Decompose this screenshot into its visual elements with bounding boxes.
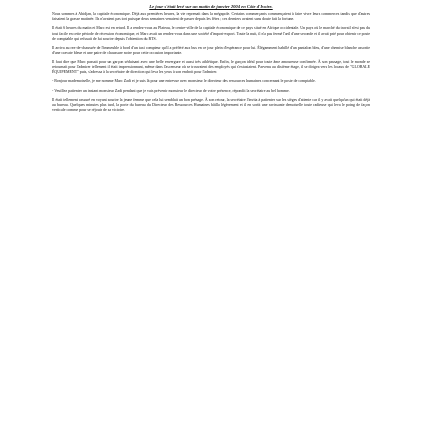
paragraph: Il arriva au rez-de-chaussée de l'immeuble à bord d'un taxi compteur qu'il a préféré aux bus en ce jour plein d'espérance pour lui. Élégamment habillé d'un pantalon bleu, d'une chemise blanche assortie d'une cravate bleue et une paire de chaussure noire pour cette occasion importante.	[52, 44, 370, 55]
paragraph: Il était tellement rassuré en voyant sourire la jeune femme que cela lui semblait un bon présage. À son retour, la secrétaire l'invita à patienter sur les sièges d'attente car il y avait quelqu'un qui était déjà au bureau. Quelques minutes plus tard, la porte du bureau du Directeur des Ressources Humaines bâilla légèrement et il en sortit une ravissante demoiselle toute radieuse qui leva le poing de façon verticale comme pour se réjouir de sa victoire.	[52, 96, 370, 112]
dialogue-line: - Bonjour mademoiselle, je me nomme Marc Zadi et je suis là pour une entrevue avec monsieur le directeur des ressources humaines concernant le poste de comptable.	[52, 78, 316, 84]
paragraph: Il faut dire que Marc passait pour un garçon séduisant avec une belle envergure et aussi très athlétique. Enfin, le garçon idéal pour toute âme amoureuse confirmée. À son passage, tout le monde se retournait pour l'admirer tellement il était impressionnant, même dans l'ascenseur où se trouvaient des employés qui s'extasiaient. Parvenu au dixième étage, il se dirigea vers les locaux de "GLOBALE ÉQUIPEMENT" puis, s'adressa à la secrétaire de direction qui leva les yeux à son endroit pour l'admirer.	[52, 59, 370, 75]
paragraph: Il était 6 heures du matin et Marc est en retard. Il a rendez-vous au Plateau, le centre-ville de la capitale économique de ce pays situé en Afrique occidentale. Un pays où le marché du travail n'est pas du tout facile en cette période de récession économique, et Marc avait un rendez-vous dans une société d'import-export. Toute la nuit, il n'a pas fermé l'œil d'une seconde et il avait prié pour obtenir ce poste de comptable qui refusait de lui sourire depuis l'obtention du BTS.	[52, 25, 370, 41]
dialogue-line: - Veuillez patienter un instant monsieur Zadi pendant que je vais prévenir monsieur le directeur de votre présence, répondit la secrétaire au bel homme.	[52, 87, 290, 93]
document-header: Le jour s'était levé sur un matin de janvier 2004 en Côte d'Ivoire.	[149, 4, 273, 9]
document-page	[52, 4, 370, 420]
paragraph: Nous sommes à Abidjan, la capitale économique. Déjà aux premières heures, la vie reprenait dans la mégapole. Certains commerçants commençaient à faire vivre leurs commerces tandis que d'autres faisaient la grasse matinée. Ils n'avaient pas tort puisque deux semaines venaient de passer depuis les fêtes ; ces derniers avaient sans doute fait la fortune.	[52, 11, 370, 22]
